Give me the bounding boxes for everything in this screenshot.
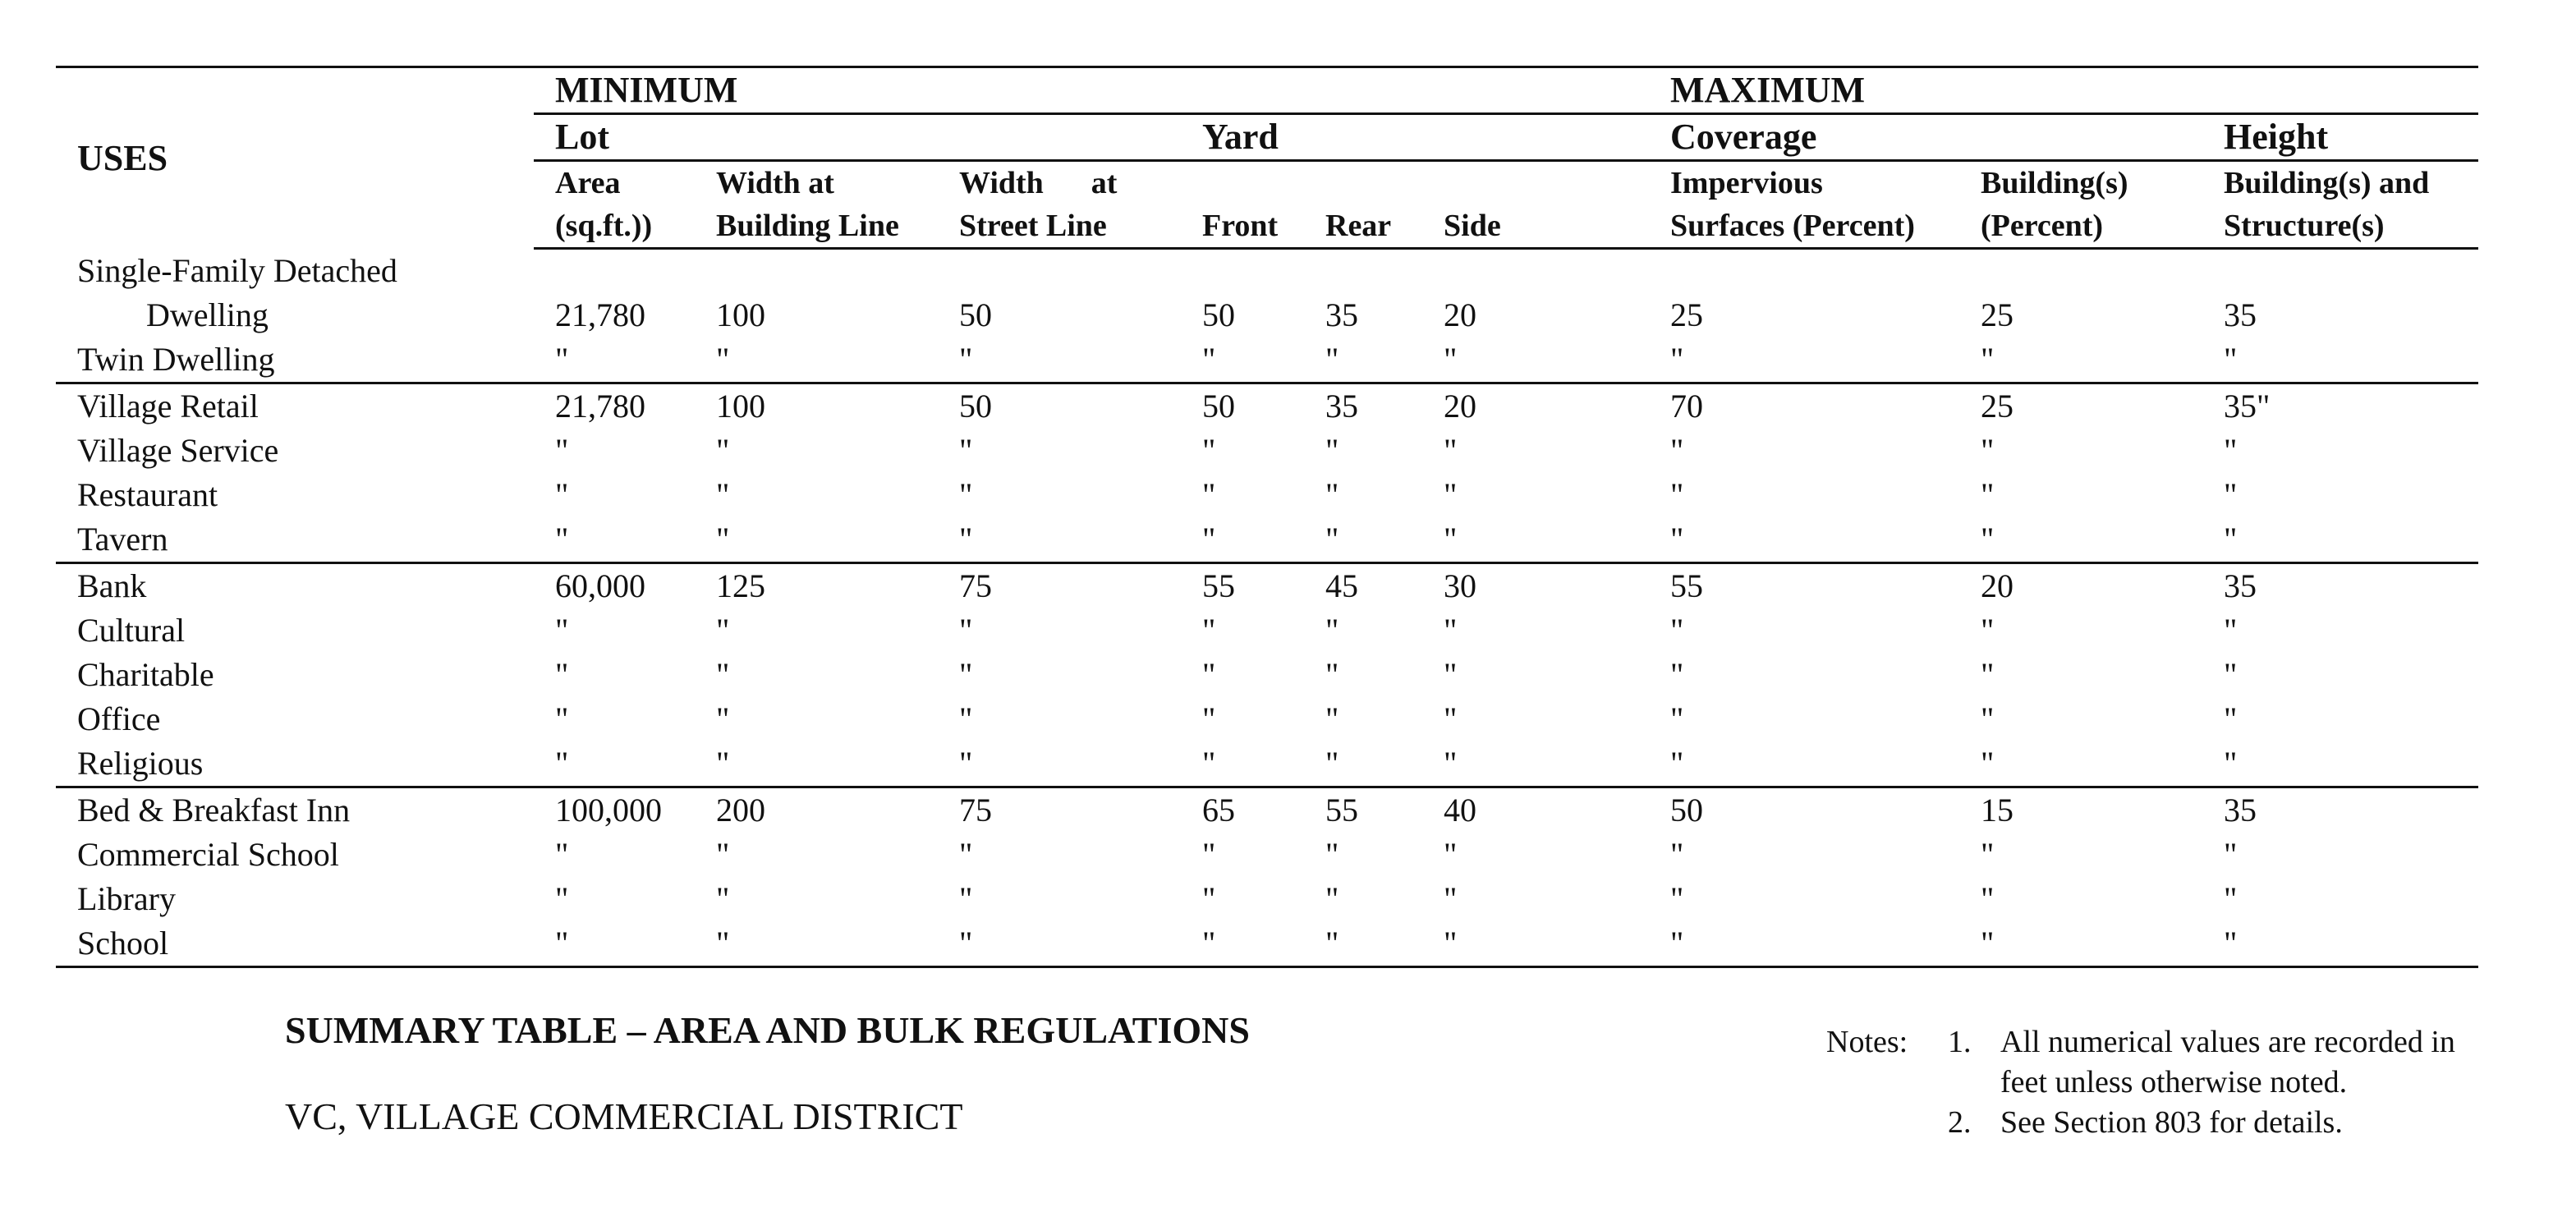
width-street-cell: " [959, 700, 973, 737]
table-row [56, 562, 2478, 608]
width-building-col-header-line1: Width at [716, 166, 834, 200]
table-row [56, 517, 2478, 563]
width-street-cell [938, 249, 1181, 293]
front-cell: 65 [1181, 787, 1304, 833]
table-row [56, 249, 2478, 293]
building-coverage-cell: 25 [1981, 296, 2014, 333]
impervious-cell: " [1670, 611, 1684, 649]
side-cell: 40 [1422, 787, 1649, 833]
side-cell: " [1444, 700, 1458, 737]
use-name: Tavern [77, 520, 168, 558]
width-street-cell: " [959, 879, 973, 917]
side-cell: " [1444, 340, 1458, 378]
height-cell: " [2224, 520, 2238, 558]
building-coverage-cell: " [1981, 475, 1995, 513]
width-building-cell: " [716, 744, 730, 782]
area-cell: " [555, 475, 569, 513]
width-building-cell: " [716, 475, 730, 513]
front-cell: " [1202, 340, 1216, 378]
width-street-cell: " [959, 520, 973, 558]
building-coverage-cell: 20 [1959, 562, 2202, 608]
table-row [56, 473, 2478, 517]
height-cell: 35 [2202, 562, 2478, 608]
width-building-cell: " [716, 700, 730, 737]
use-name: Office [77, 700, 161, 737]
building-coverage-cell: 25 [1959, 383, 2202, 429]
minimum-group-header: MINIMUM [534, 68, 1649, 114]
impervious-cell: 55 [1649, 562, 1959, 608]
side-cell: " [1444, 655, 1458, 693]
area-cell: 21,780 [555, 296, 645, 333]
impervious-col-header-line1: Impervious [1670, 166, 1823, 200]
front-cell: " [1202, 475, 1216, 513]
rear-cell: " [1325, 700, 1339, 737]
side-cell: " [1444, 475, 1458, 513]
side-cell: " [1444, 924, 1458, 962]
width-building-cell: " [716, 655, 730, 693]
width-building-cell: 200 [695, 787, 938, 833]
area-cell: 60,000 [534, 562, 695, 608]
side-cell: " [1444, 744, 1458, 782]
building-coverage-cell: " [1981, 744, 1995, 782]
area-cell: " [555, 611, 569, 649]
table-row [56, 608, 2478, 653]
front-cell: " [1202, 520, 1216, 558]
width-building-cell: " [716, 520, 730, 558]
building-coverage-cell: " [1981, 340, 1995, 378]
rear-cell: " [1325, 924, 1339, 962]
building-coverage-col-header-line2: (Percent) [1959, 204, 2202, 249]
note-1-line2: feet unless otherwise noted. [2000, 1065, 2348, 1099]
use-name: Single-Family Detached [77, 251, 397, 289]
height-cell: " [2224, 879, 2238, 917]
building-coverage-cell: " [1981, 879, 1995, 917]
summary-table-title: SUMMARY TABLE – AREA AND BULK REGULATIONS [285, 1009, 1250, 1051]
note-1-line1: All numerical values are recorded in [2000, 1025, 2455, 1059]
side-cell: " [1444, 431, 1458, 469]
front-cell: 55 [1181, 562, 1304, 608]
side-cell: 20 [1422, 383, 1649, 429]
height-col-header-line1: Building(s) and [2224, 166, 2430, 200]
notes-label: Notes: [1826, 1025, 1908, 1059]
lot-header: Lot [534, 114, 1181, 161]
height-header: Height [2202, 114, 2478, 161]
height-cell: 35 [2202, 787, 2478, 833]
front-cell: 50 [1202, 296, 1235, 333]
rear-cell: " [1325, 744, 1339, 782]
height-cell [2202, 249, 2478, 293]
impervious-cell: " [1670, 700, 1684, 737]
use-name: School [77, 924, 169, 962]
width-street-cell: 75 [938, 562, 1181, 608]
width-building-cell: " [716, 431, 730, 469]
maximum-group-header: MAXIMUM [1649, 68, 2478, 114]
table-row [56, 697, 2478, 741]
height-cell: " [2224, 835, 2238, 873]
impervious-cell: 50 [1649, 787, 1959, 833]
building-coverage-col-header-line1: Building(s) [1981, 166, 2128, 200]
use-name: Twin Dwelling [77, 340, 275, 378]
district-name: VC, VILLAGE COMMERCIAL DISTRICT [285, 1095, 963, 1137]
building-coverage-cell: " [1981, 520, 1995, 558]
side-cell [1422, 249, 1649, 293]
width-street-cell: " [959, 744, 973, 782]
width-building-cell: " [716, 340, 730, 378]
yard-header: Yard [1181, 114, 1649, 161]
width-street-cell: " [959, 611, 973, 649]
width-street-cell: " [959, 431, 973, 469]
front-cell: 50 [1181, 383, 1304, 429]
use-name: Commercial School [77, 835, 339, 873]
width-building-cell: " [716, 611, 730, 649]
use-name: Religious [77, 744, 204, 782]
coverage-header: Coverage [1649, 114, 2202, 161]
side-cell: " [1444, 611, 1458, 649]
table-row [56, 337, 2478, 383]
table-row [56, 293, 2478, 337]
use-name: Dwelling [146, 296, 269, 333]
side-col-header: Side [1422, 204, 1649, 249]
height-cell: " [2224, 924, 2238, 962]
building-coverage-cell: " [1981, 700, 1995, 737]
front-cell: " [1202, 924, 1216, 962]
use-name: Restaurant [77, 475, 218, 513]
front-cell: " [1202, 611, 1216, 649]
height-cell: " [2224, 611, 2238, 649]
building-coverage-cell: " [1981, 924, 1995, 962]
front-cell: " [1202, 879, 1216, 917]
impervious-cell: " [1670, 835, 1684, 873]
use-name: Bank [56, 562, 534, 608]
width-street-cell: " [959, 835, 973, 873]
width-building-cell: " [716, 835, 730, 873]
note-2-text: See Section 803 for details. [2000, 1105, 2343, 1140]
impervious-cell: " [1670, 924, 1684, 962]
impervious-cell: " [1670, 431, 1684, 469]
impervious-cell: " [1670, 475, 1684, 513]
width-building-cell: 100 [716, 296, 765, 333]
height-cell: " [2224, 340, 2238, 378]
table-row [56, 653, 2478, 697]
width-building-cell: 100 [695, 383, 938, 429]
building-coverage-cell: " [1981, 431, 1995, 469]
use-name: Village Service [77, 431, 279, 469]
table-row [56, 741, 2478, 787]
area-cell: " [555, 835, 569, 873]
note-1-number: 1. [1948, 1025, 1972, 1059]
rear-cell: " [1325, 879, 1339, 917]
uses-header: USES [77, 137, 168, 178]
width-building-cell [695, 249, 938, 293]
rear-col-header: Rear [1304, 204, 1422, 249]
building-coverage-cell: " [1981, 611, 1995, 649]
area-cell: " [555, 744, 569, 782]
use-name: Cultural [77, 611, 186, 649]
table-row [56, 833, 2478, 877]
side-cell: 20 [1444, 296, 1476, 333]
area-cell [534, 249, 695, 293]
rear-cell: " [1325, 475, 1339, 513]
area-cell: " [555, 340, 569, 378]
building-coverage-cell: " [1981, 655, 1995, 693]
front-col-header: Front [1181, 204, 1304, 249]
impervious-cell: 70 [1649, 383, 1959, 429]
width-street-cell: 75 [938, 787, 1181, 833]
table-row [56, 787, 2478, 833]
rear-cell: 35 [1304, 383, 1422, 429]
height-cell: " [2224, 744, 2238, 782]
front-cell: " [1202, 431, 1216, 469]
area-cell: " [555, 520, 569, 558]
height-col-header-line2: Structure(s) [2202, 204, 2478, 249]
width-street-cell: " [959, 655, 973, 693]
front-cell: " [1202, 744, 1216, 782]
area-bulk-regulations-table [56, 66, 2478, 968]
rear-cell: " [1325, 431, 1339, 469]
height-cell: " [2224, 475, 2238, 513]
building-coverage-cell: " [1981, 835, 1995, 873]
bottom-rule [56, 966, 2478, 968]
height-cell: 35" [2202, 383, 2478, 429]
rear-cell: " [1325, 611, 1339, 649]
use-name: Village Retail [56, 383, 534, 429]
use-name: Bed & Breakfast Inn [56, 787, 534, 833]
rear-cell: 55 [1304, 787, 1422, 833]
area-col-header-line2: (sq.ft.)) [534, 204, 695, 249]
table-row [56, 429, 2478, 473]
height-cell: 35 [2224, 296, 2257, 333]
impervious-cell [1649, 249, 1959, 293]
area-cell: " [555, 879, 569, 917]
use-name: Charitable [77, 655, 214, 693]
area-cell: 100,000 [534, 787, 695, 833]
width-street-col-header-line1 [938, 161, 1181, 205]
impervious-cell: " [1670, 879, 1684, 917]
note-2-number: 2. [1948, 1105, 1972, 1140]
front-cell: " [1202, 835, 1216, 873]
side-cell: " [1444, 879, 1458, 917]
width-street-cell: " [959, 475, 973, 513]
side-cell: " [1444, 520, 1458, 558]
area-cell: " [555, 431, 569, 469]
width-street-cell: 50 [959, 296, 992, 333]
area-cell: " [555, 655, 569, 693]
building-coverage-cell [1959, 249, 2202, 293]
height-cell: " [2224, 431, 2238, 469]
side-cell: " [1444, 835, 1458, 873]
width-street-cell: 50 [938, 383, 1181, 429]
building-coverage-cell: 15 [1959, 787, 2202, 833]
width-street-col-header-line2: Street Line [938, 204, 1181, 249]
rear-cell: " [1325, 655, 1339, 693]
table-row [56, 877, 2478, 921]
table-row [56, 383, 2478, 429]
impervious-cell: " [1670, 340, 1684, 378]
rear-cell: 35 [1325, 296, 1358, 333]
front-cell: " [1202, 700, 1216, 737]
width-building-col-header-line2: Building Line [695, 204, 938, 249]
rear-cell: " [1325, 340, 1339, 378]
width-street-at: at [1091, 166, 1118, 200]
rear-cell [1304, 249, 1422, 293]
area-cell: 21,780 [534, 383, 695, 429]
height-cell: " [2224, 655, 2238, 693]
width-building-cell: 125 [695, 562, 938, 608]
width-street-word: Width [959, 166, 1044, 200]
use-name: Library [77, 879, 176, 917]
impervious-cell: " [1670, 655, 1684, 693]
front-cell: " [1202, 655, 1216, 693]
width-street-cell: " [959, 340, 973, 378]
height-cell: " [2224, 700, 2238, 737]
front-cell [1181, 249, 1304, 293]
area-cell: " [555, 924, 569, 962]
width-building-cell: " [716, 924, 730, 962]
width-street-cell: " [959, 924, 973, 962]
impervious-cell: " [1670, 520, 1684, 558]
width-building-cell: " [716, 879, 730, 917]
impervious-col-header-line2: Surfaces (Percent) [1649, 204, 1959, 249]
rear-cell: " [1325, 520, 1339, 558]
side-cell: 30 [1422, 562, 1649, 608]
impervious-cell: " [1670, 744, 1684, 782]
rear-cell: " [1325, 835, 1339, 873]
impervious-cell: 25 [1670, 296, 1703, 333]
area-col-header-line1: Area [555, 166, 621, 200]
area-cell: " [555, 700, 569, 737]
table-row [56, 921, 2478, 967]
rear-cell: 45 [1304, 562, 1422, 608]
